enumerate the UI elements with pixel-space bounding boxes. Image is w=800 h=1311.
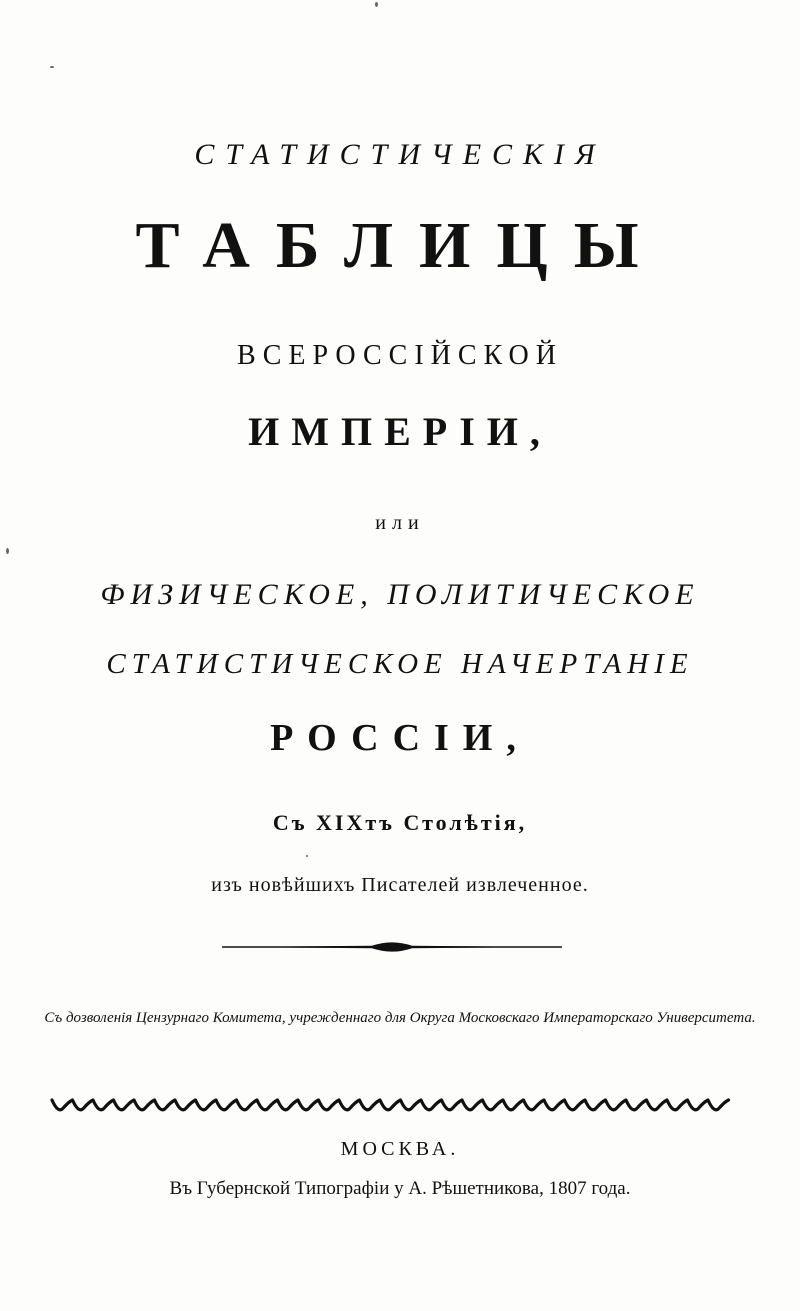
title-line-russia: РОССІИ, [270, 717, 530, 759]
title-line-century: Съ XIXтъ Столѣтія, [272, 810, 528, 835]
imprint-press: Въ Губернской Типографіи у А. Рѣшетникова, 1807 года. [169, 1178, 631, 1199]
imprint-city: МОСКВА. [340, 1138, 460, 1160]
ornamental-rule [222, 935, 562, 959]
title-line-tables: ТАБЛИЦЫ [135, 209, 665, 282]
paper-speck [306, 855, 308, 857]
censorship-permission: Съ дозволенія Цензурнаго Комитета, учрежденнаго для Округа Московскаго Императорскаго Университета. [44, 1010, 756, 1026]
paper-speck [6, 548, 9, 554]
title-line-ili: или [375, 512, 425, 534]
title-line-allrussian: ВСЕРОССІЙСКОЙ [237, 340, 563, 371]
paper-speck [375, 2, 378, 7]
title-line-writers: изъ новѣйшихъ Писателей извлеченное. [211, 874, 589, 896]
paper-speck [50, 66, 54, 68]
title-line-sketch: СТАТИСТИЧЕСКОЕ НАЧЕРТАНІЕ [106, 648, 694, 680]
title-line-empire: ИМПЕРІИ, [248, 409, 552, 454]
wavy-ornament-rule [50, 1092, 740, 1118]
title-line-statistic: СТАТИСТИЧЕСКІЯ [194, 138, 606, 171]
title-line-physical: ФИЗИЧЕСКОЕ, ПОЛИТИЧЕСКОЕ [100, 578, 700, 611]
